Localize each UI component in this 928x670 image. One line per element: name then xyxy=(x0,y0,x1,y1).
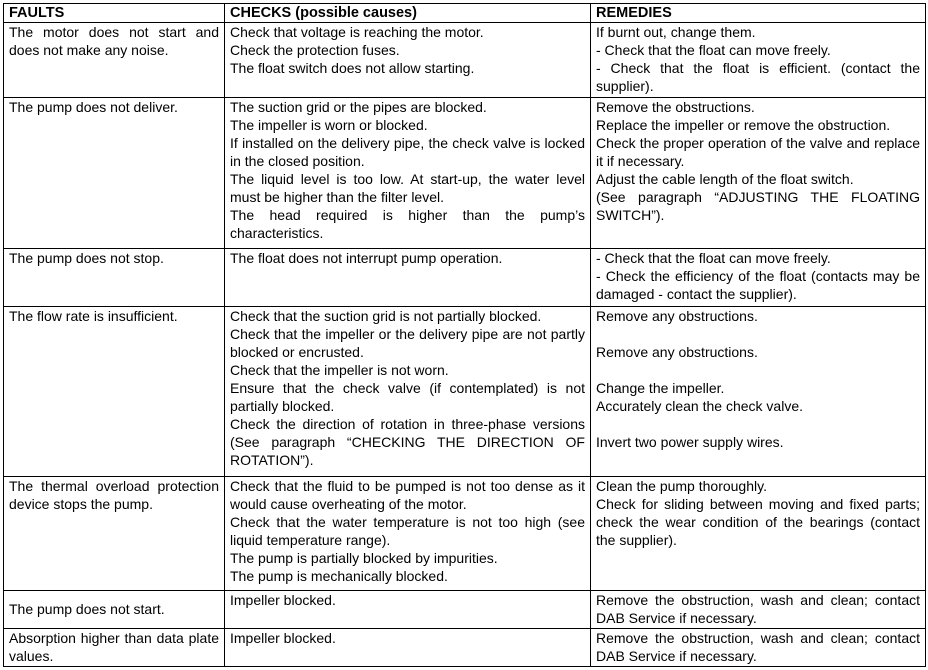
check-line: Check that the fluid to be pumped is not too dense as it would cause overheating of the motor. xyxy=(230,477,585,512)
remedy-line: Replace the impeller or remove the obstruction. xyxy=(596,117,891,134)
check-line: The float does not interrupt pump operation. xyxy=(230,250,503,267)
checks-cell xyxy=(225,306,591,476)
remedy-line: If burnt out, change them. xyxy=(596,24,756,40)
check-line: The suction grid or the pipes are blocked. xyxy=(230,99,487,116)
remedy-line: - Check that the float can move freely. xyxy=(596,42,831,58)
check-line: The float switch does not allow starting. xyxy=(230,60,475,76)
remedy-line: Adjust the cable length of the float switch. xyxy=(596,171,854,188)
check-line: Impeller blocked. xyxy=(230,591,336,608)
checks-cell xyxy=(225,23,591,98)
remedy-line: Remove any obstructions. xyxy=(596,343,758,360)
remedy-line: (See paragraph “ADJUSTING THE FLOATING SWITCH”). xyxy=(596,189,920,224)
remedy-line: Remove the obstructions. xyxy=(596,99,755,116)
remedy-line: Invert two power supply wires. xyxy=(596,433,784,450)
check-line: Ensure that the check valve (if contemplated) is not partially blocked. xyxy=(230,379,585,414)
checks-cell xyxy=(225,590,591,628)
remedy-line: Change the impeller. xyxy=(596,379,725,396)
remedies-cell xyxy=(591,306,926,476)
check-line: Impeller blocked. xyxy=(230,629,336,646)
remedy-line: Clean the pump thoroughly. xyxy=(596,477,767,494)
remedy-line: - Check the efficiency of the float (contacts may be damaged - contact the supplier). xyxy=(596,268,920,303)
check-line: The liquid level is too low. At start-up, the water level must be higher than the filter level. xyxy=(230,171,585,206)
fault-cell: Absorption higher than data plate values. xyxy=(4,628,225,666)
fault-cell: The thermal overload protection device stops the pump. xyxy=(4,476,225,590)
remedies-cell: Remove the obstruction, wash and clean; contact DAB Service if necessary. xyxy=(591,628,926,666)
checks-cell xyxy=(225,249,591,306)
check-line: The head required is higher than the pump’s characteristics. xyxy=(230,207,585,242)
fault-cell: The pump does not stop. xyxy=(4,249,225,306)
table-row xyxy=(4,628,926,666)
check-line: Check that the suction grid is not partially blocked. xyxy=(230,307,542,324)
check-line: Check the direction of rotation in three-phase versions (See paragraph “CHECKING THE DIRECTION OF ROTATION”). xyxy=(230,415,585,468)
table-row xyxy=(4,306,926,476)
table-row xyxy=(4,476,926,590)
header-faults: FAULTS xyxy=(4,4,225,23)
check-line: Check the protection fuses. xyxy=(230,42,400,58)
fault-cell: The flow rate is insufficient. xyxy=(4,306,225,476)
header-row xyxy=(4,4,926,23)
remedy-line: Accurately clean the check valve. xyxy=(596,397,803,414)
checks-cell xyxy=(225,98,591,249)
remedy-line: Check the proper operation of the valve and replace it if necessary. xyxy=(596,135,920,170)
check-line: Check that the water temperature is not too high (see liquid temperature range). xyxy=(230,513,585,548)
remedies-cell: Remove the obstruction, wash and clean; contact DAB Service if necessary. xyxy=(591,590,926,628)
remedy-line: Remove any obstructions. xyxy=(596,307,758,324)
check-line: Check that the impeller is not worn. xyxy=(230,361,449,378)
table-row xyxy=(4,23,926,98)
table-row xyxy=(4,249,926,306)
fault-cell: The motor does not start and does not make any noise. xyxy=(4,23,225,98)
check-line: Check that voltage is reaching the motor. xyxy=(230,24,484,40)
checks-cell xyxy=(225,628,591,666)
remedy-line: Check for sliding between moving and fixed parts; check the wear condition of the bearings (contact the supplier). xyxy=(596,495,920,548)
table-row xyxy=(4,98,926,249)
checks-cell xyxy=(225,476,591,590)
fault-cell: The pump does not start. xyxy=(4,590,225,628)
troubleshooting-table xyxy=(3,3,926,667)
header-remedies: REMEDIES xyxy=(591,4,926,23)
check-line: Check that the impeller or the delivery pipe are not partly blocked or encrusted. xyxy=(230,325,585,360)
remedies-cell xyxy=(591,476,926,590)
table-row xyxy=(4,590,926,628)
check-line: The pump is partially blocked by impurities. xyxy=(230,549,498,566)
remedy-line: - Check that the float is efficient. (contact the supplier). xyxy=(596,60,920,94)
remedies-cell xyxy=(591,249,926,306)
remedies-cell xyxy=(591,23,926,98)
check-line: The pump is mechanically blocked. xyxy=(230,567,448,584)
check-line: The impeller is worn or blocked. xyxy=(230,117,428,134)
header-checks: CHECKS (possible causes) xyxy=(225,4,591,23)
fault-cell: The pump does not deliver. xyxy=(4,98,225,249)
remedy-line: - Check that the float can move freely. xyxy=(596,250,831,267)
remedies-cell xyxy=(591,98,926,249)
check-line: If installed on the delivery pipe, the check valve is locked in the closed position. xyxy=(230,135,585,170)
